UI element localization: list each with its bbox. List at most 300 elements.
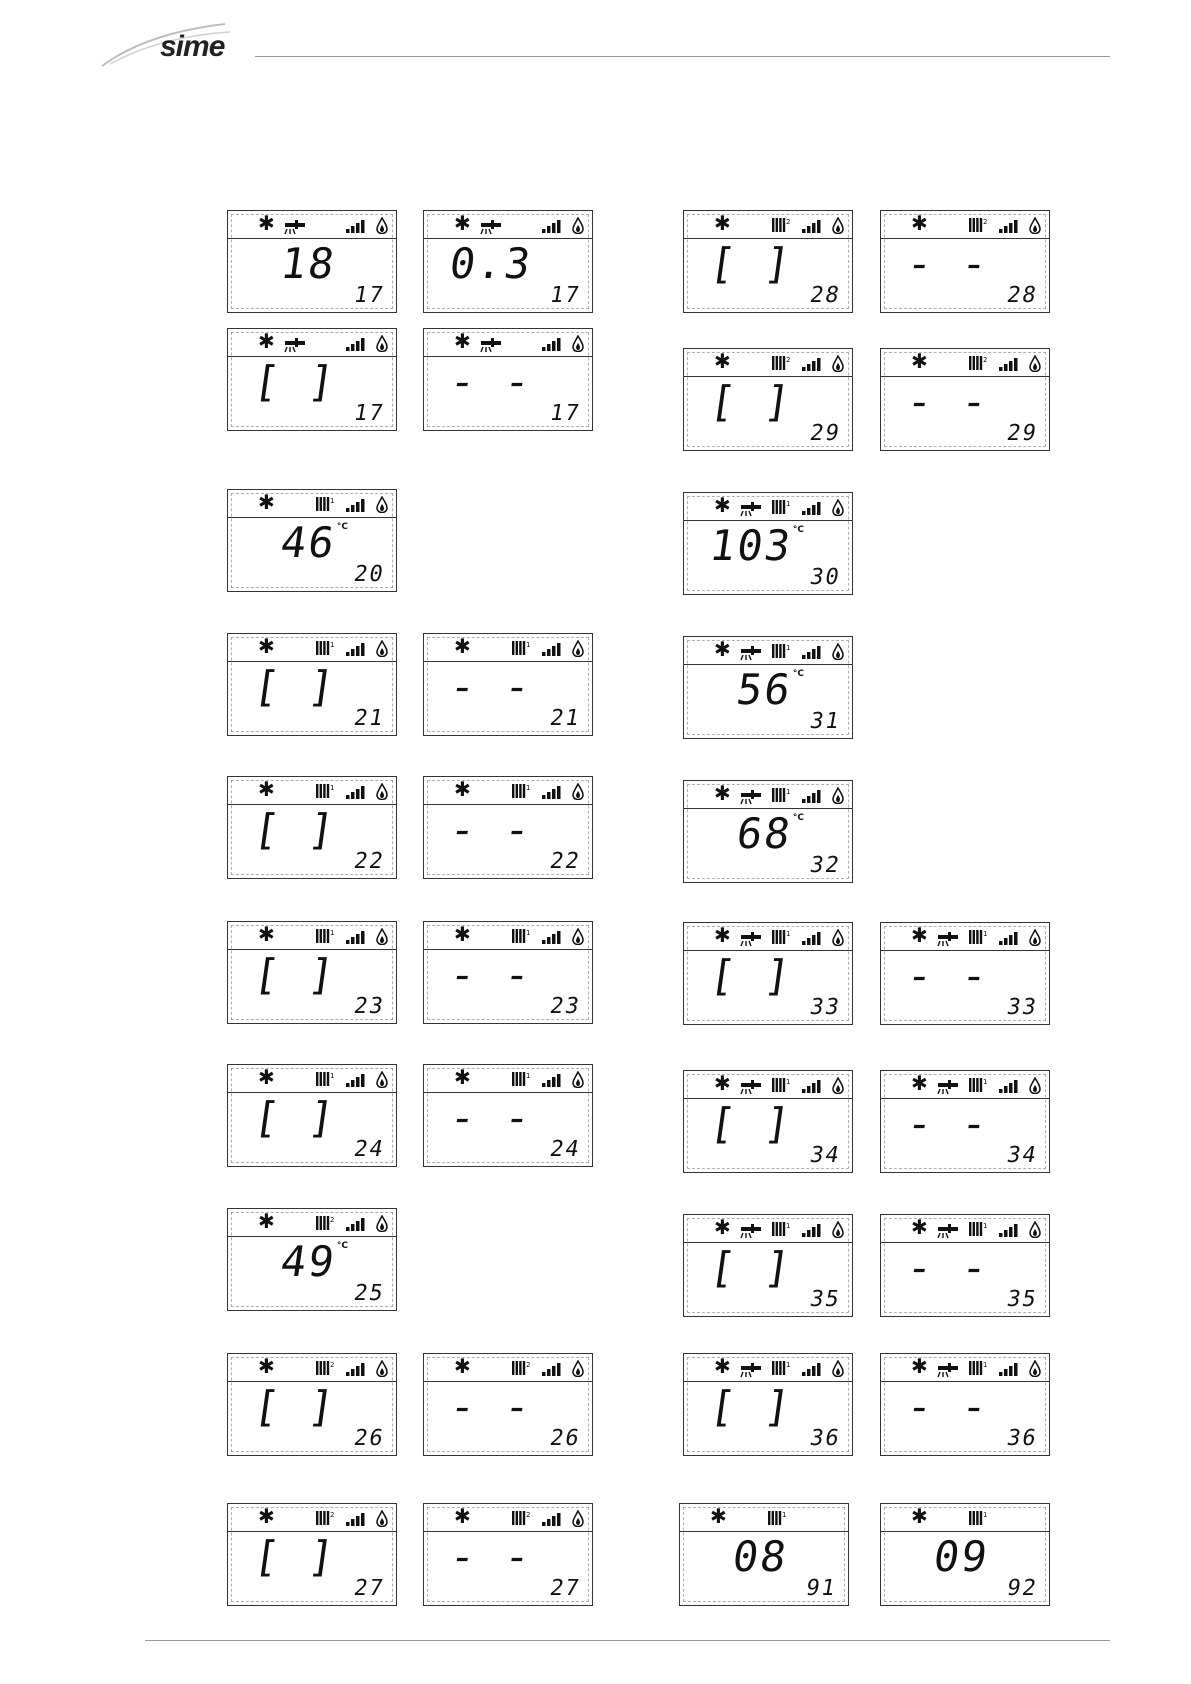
radiator-icon: [512, 1510, 531, 1530]
signal-bars-icon: [542, 218, 566, 237]
radiator-circuit-number: 1: [782, 1511, 787, 1519]
lcd-status-bar: [684, 1354, 852, 1382]
lcd-status-bar: [424, 1065, 592, 1093]
radiator-icon: [316, 783, 335, 803]
tap-icon: [936, 1221, 960, 1243]
signal-bars-icon: [542, 784, 566, 803]
tap-icon: [283, 335, 307, 357]
flame-icon: [832, 787, 844, 808]
lcd-main-value: [ ]: [250, 950, 340, 999]
lcd-main-value: - -: [446, 1382, 536, 1431]
snowflake-icon: ✱: [911, 1354, 928, 1378]
flame-icon: [572, 335, 584, 356]
snowflake-icon: ✱: [454, 777, 471, 801]
radiator-icon: [316, 1360, 335, 1380]
lcd-display: [880, 348, 1050, 451]
lcd-main-value: [ ]: [706, 239, 796, 288]
lcd-parameter-code: 31: [807, 709, 843, 734]
tap-icon: [739, 929, 763, 951]
lcd-main-value: [ ]: [250, 1093, 340, 1142]
lcd-status-bar: [228, 329, 396, 357]
lcd-status-bar: [228, 634, 396, 662]
radiator-icon: [316, 496, 335, 516]
radiator-icon: [316, 1215, 335, 1235]
lcd-display: [227, 1208, 397, 1311]
snowflake-icon: ✱: [714, 493, 731, 517]
lcd-main-value: - -: [446, 805, 536, 854]
lcd-status-bar: [684, 1071, 852, 1099]
radiator-icon: [969, 217, 988, 237]
radiator-icon: [512, 783, 531, 803]
signal-bars-icon: [802, 930, 826, 949]
lcd-display: [880, 922, 1050, 1025]
snowflake-icon: ✱: [710, 1504, 727, 1528]
lcd-parameter-code: 36: [807, 1426, 843, 1451]
lcd-status-bar: [228, 490, 396, 518]
lcd-parameter-code: 36: [1004, 1426, 1040, 1451]
signal-bars-icon: [999, 1078, 1023, 1097]
lcd-display: [683, 210, 853, 313]
flame-icon: [832, 217, 844, 238]
lcd-status-bar: [684, 211, 852, 239]
signal-bars-icon: [542, 929, 566, 948]
snowflake-icon: ✱: [258, 211, 275, 235]
lcd-main-value: 0.3: [446, 239, 536, 288]
lcd-display: [227, 921, 397, 1024]
lcd-display: [227, 633, 397, 736]
tap-icon: [479, 335, 503, 357]
signal-bars-icon: [802, 1361, 826, 1380]
signal-bars-icon: [542, 1361, 566, 1380]
lcd-status-bar: [228, 1354, 396, 1382]
signal-bars-icon: [346, 1361, 370, 1380]
snowflake-icon: ✱: [714, 349, 731, 373]
radiator-icon: [969, 1077, 988, 1097]
lcd-status-bar: [424, 777, 592, 805]
snowflake-icon: ✱: [454, 634, 471, 658]
lcd-main-value: [ ]: [706, 1382, 796, 1431]
lcd-parameter-code: 35: [807, 1287, 843, 1312]
signal-bars-icon: [542, 336, 566, 355]
tap-icon: [479, 217, 503, 239]
lcd-display: [423, 1064, 593, 1167]
lcd-parameter-code: 20: [351, 562, 387, 587]
signal-bars-icon: [802, 644, 826, 663]
radiator-circuit-number: 1: [526, 784, 531, 792]
lcd-status-bar: [684, 923, 852, 951]
flame-icon: [832, 1360, 844, 1381]
lcd-main-value: [ ]: [706, 1099, 796, 1148]
radiator-icon: [316, 928, 335, 948]
radiator-icon: [969, 1221, 988, 1241]
lcd-parameter-code: 29: [1004, 421, 1040, 446]
signal-bars-icon: [999, 218, 1023, 237]
signal-bars-icon: [802, 500, 826, 519]
lcd-parameter-code: 26: [547, 1426, 583, 1451]
radiator-icon: [772, 355, 791, 375]
flame-icon: [376, 928, 388, 949]
radiator-circuit-number: 1: [983, 930, 988, 938]
lcd-status-bar: [684, 781, 852, 809]
lcd-status-bar: [680, 1504, 848, 1532]
snowflake-icon: ✱: [454, 1354, 471, 1378]
flame-icon: [832, 1077, 844, 1098]
snowflake-icon: ✱: [258, 922, 275, 946]
snowflake-icon: ✱: [454, 1065, 471, 1089]
lcd-parameter-code: 91: [803, 1576, 839, 1601]
lcd-parameter-code: 17: [547, 283, 583, 308]
lcd-display: [423, 633, 593, 736]
lcd-display: [683, 1070, 853, 1173]
flame-icon: [572, 1071, 584, 1092]
lcd-status-bar: [228, 777, 396, 805]
lcd-parameter-code: 24: [547, 1137, 583, 1162]
snowflake-icon: ✱: [258, 1504, 275, 1528]
flame-icon: [376, 1510, 388, 1531]
signal-bars-icon: [346, 218, 370, 237]
flame-icon: [832, 499, 844, 520]
radiator-circuit-number: 1: [983, 1511, 988, 1519]
lcd-main-value: 49: [278, 1237, 340, 1286]
lcd-display: [880, 1353, 1050, 1456]
radiator-circuit-number: 1: [786, 1078, 791, 1086]
flame-icon: [376, 640, 388, 661]
signal-bars-icon: [346, 784, 370, 803]
radiator-circuit-number: 2: [786, 356, 791, 364]
lcd-parameter-code: 34: [1004, 1143, 1040, 1168]
lcd-status-bar: [424, 634, 592, 662]
tap-icon: [739, 499, 763, 521]
lcd-main-value: 18: [278, 239, 340, 288]
lcd-unit: °C: [336, 522, 348, 532]
radiator-circuit-number: 1: [330, 641, 335, 649]
snowflake-icon: ✱: [714, 211, 731, 235]
radiator-icon: [316, 640, 335, 660]
snowflake-icon: ✱: [714, 923, 731, 947]
lcd-display: [683, 492, 853, 595]
lcd-main-value: [ ]: [706, 377, 796, 426]
snowflake-icon: ✱: [454, 211, 471, 235]
lcd-display: [227, 776, 397, 879]
radiator-icon: [512, 640, 531, 660]
lcd-status-bar: [684, 349, 852, 377]
signal-bars-icon: [542, 1072, 566, 1091]
radiator-circuit-number: 2: [983, 218, 988, 226]
radiator-circuit-number: 1: [330, 1072, 335, 1080]
radiator-icon: [316, 1510, 335, 1530]
lcd-display: [683, 348, 853, 451]
signal-bars-icon: [802, 788, 826, 807]
signal-bars-icon: [542, 1511, 566, 1530]
tap-icon: [283, 217, 307, 239]
flame-icon: [1029, 217, 1041, 238]
tap-icon: [936, 929, 960, 951]
lcd-display: [423, 776, 593, 879]
radiator-icon: [969, 929, 988, 949]
snowflake-icon: ✱: [714, 1215, 731, 1239]
flame-icon: [572, 1360, 584, 1381]
radiator-icon: [969, 355, 988, 375]
tap-icon: [739, 787, 763, 809]
lcd-main-value: - -: [903, 239, 993, 288]
flame-icon: [1029, 1360, 1041, 1381]
radiator-circuit-number: 2: [983, 356, 988, 364]
lcd-main-value: - -: [903, 377, 993, 426]
signal-bars-icon: [999, 356, 1023, 375]
lcd-main-value: - -: [903, 1243, 993, 1292]
radiator-circuit-number: 1: [330, 784, 335, 792]
flame-icon: [1029, 1077, 1041, 1098]
lcd-parameter-code: 28: [807, 283, 843, 308]
radiator-circuit-number: 1: [786, 930, 791, 938]
lcd-main-value: [ ]: [706, 1243, 796, 1292]
lcd-status-bar: [228, 1209, 396, 1237]
radiator-icon: [969, 1510, 988, 1530]
lcd-main-value: [ ]: [250, 357, 340, 406]
lcd-main-value: - -: [446, 1532, 536, 1581]
lcd-parameter-code: 23: [547, 994, 583, 1019]
tap-icon: [739, 1360, 763, 1382]
lcd-main-value: - -: [446, 662, 536, 711]
radiator-circuit-number: 1: [786, 1361, 791, 1369]
lcd-unit: °C: [792, 813, 804, 823]
radiator-icon: [772, 1077, 791, 1097]
radiator-icon: [772, 643, 791, 663]
lcd-main-value: 09: [931, 1532, 993, 1581]
lcd-status-bar: [228, 211, 396, 239]
lcd-status-bar: [424, 1354, 592, 1382]
lcd-status-bar: [684, 1215, 852, 1243]
lcd-display: [880, 1503, 1050, 1606]
radiator-circuit-number: 2: [330, 1361, 335, 1369]
lcd-display: [880, 1070, 1050, 1173]
snowflake-icon: ✱: [258, 777, 275, 801]
signal-bars-icon: [802, 218, 826, 237]
snowflake-icon: ✱: [911, 1215, 928, 1239]
snowflake-icon: ✱: [258, 1065, 275, 1089]
radiator-circuit-number: 1: [983, 1078, 988, 1086]
snowflake-icon: ✱: [714, 781, 731, 805]
lcd-status-bar: [228, 1065, 396, 1093]
lcd-status-bar: [424, 211, 592, 239]
snowflake-icon: ✱: [454, 1504, 471, 1528]
lcd-display: [683, 922, 853, 1025]
lcd-parameter-code: 22: [547, 849, 583, 874]
signal-bars-icon: [346, 1072, 370, 1091]
lcd-main-value: 68: [734, 809, 796, 858]
flame-icon: [376, 496, 388, 517]
radiator-circuit-number: 2: [330, 1216, 335, 1224]
flame-icon: [1029, 1221, 1041, 1242]
snowflake-icon: ✱: [911, 349, 928, 373]
lcd-main-value: 46: [278, 518, 340, 567]
lcd-parameter-code: 22: [351, 849, 387, 874]
snowflake-icon: ✱: [454, 329, 471, 353]
lcd-parameter-code: 17: [351, 283, 387, 308]
lcd-display: [880, 1214, 1050, 1317]
radiator-circuit-number: 1: [786, 500, 791, 508]
signal-bars-icon: [346, 336, 370, 355]
radiator-icon: [772, 929, 791, 949]
flame-icon: [572, 217, 584, 238]
radiator-icon: [772, 217, 791, 237]
lcd-main-value: [ ]: [250, 662, 340, 711]
lcd-main-value: - -: [446, 1093, 536, 1142]
radiator-circuit-number: 1: [526, 929, 531, 937]
lcd-status-bar: [881, 349, 1049, 377]
lcd-status-bar: [881, 211, 1049, 239]
radiator-circuit-number: 1: [330, 929, 335, 937]
lcd-parameter-code: 17: [547, 401, 583, 426]
radiator-icon: [772, 1221, 791, 1241]
snowflake-icon: ✱: [714, 1354, 731, 1378]
radiator-icon: [316, 1071, 335, 1091]
lcd-display: [423, 210, 593, 313]
radiator-circuit-number: 1: [983, 1361, 988, 1369]
lcd-status-bar: [881, 1215, 1049, 1243]
tap-icon: [739, 643, 763, 665]
lcd-status-bar: [424, 329, 592, 357]
lcd-parameter-code: 28: [1004, 283, 1040, 308]
header-divider: [255, 56, 1110, 57]
flame-icon: [376, 217, 388, 238]
flame-icon: [832, 643, 844, 664]
flame-icon: [832, 355, 844, 376]
snowflake-icon: ✱: [258, 1354, 275, 1378]
signal-bars-icon: [542, 641, 566, 660]
lcd-main-value: [ ]: [706, 951, 796, 1000]
snowflake-icon: ✱: [714, 1071, 731, 1095]
lcd-main-value: [ ]: [250, 1382, 340, 1431]
signal-bars-icon: [999, 1222, 1023, 1241]
snowflake-icon: ✱: [911, 1504, 928, 1528]
lcd-status-bar: [228, 1504, 396, 1532]
lcd-display: [683, 1353, 853, 1456]
lcd-parameter-code: 23: [351, 994, 387, 1019]
flame-icon: [832, 1221, 844, 1242]
lcd-main-value: - -: [446, 950, 536, 999]
flame-icon: [376, 335, 388, 356]
flame-icon: [572, 1510, 584, 1531]
radiator-circuit-number: 2: [786, 218, 791, 226]
radiator-circuit-number: 1: [786, 1222, 791, 1230]
radiator-icon: [512, 1071, 531, 1091]
lcd-parameter-code: 29: [807, 421, 843, 446]
flame-icon: [1029, 929, 1041, 950]
lcd-display: [423, 921, 593, 1024]
lcd-parameter-code: 25: [351, 1281, 387, 1306]
lcd-main-value: 103: [706, 521, 796, 570]
lcd-display: [683, 780, 853, 883]
radiator-circuit-number: 1: [526, 641, 531, 649]
radiator-circuit-number: 2: [526, 1361, 531, 1369]
lcd-status-bar: [684, 493, 852, 521]
signal-bars-icon: [346, 497, 370, 516]
lcd-main-value: 08: [730, 1532, 792, 1581]
radiator-circuit-number: 1: [786, 644, 791, 652]
lcd-status-bar: [881, 1071, 1049, 1099]
snowflake-icon: ✱: [258, 634, 275, 658]
snowflake-icon: ✱: [911, 1071, 928, 1095]
lcd-parameter-code: 24: [351, 1137, 387, 1162]
lcd-parameter-code: 92: [1004, 1576, 1040, 1601]
lcd-parameter-code: 27: [351, 1576, 387, 1601]
snowflake-icon: ✱: [714, 637, 731, 661]
radiator-icon: [772, 499, 791, 519]
tap-icon: [936, 1360, 960, 1382]
lcd-parameter-code: 17: [351, 401, 387, 426]
lcd-parameter-code: 27: [547, 1576, 583, 1601]
lcd-parameter-code: 21: [547, 706, 583, 731]
signal-bars-icon: [346, 1511, 370, 1530]
snowflake-icon: ✱: [911, 211, 928, 235]
lcd-parameter-code: 30: [807, 565, 843, 590]
flame-icon: [572, 928, 584, 949]
snowflake-icon: ✱: [258, 1209, 275, 1233]
signal-bars-icon: [999, 930, 1023, 949]
radiator-icon: [768, 1510, 787, 1530]
lcd-display: [227, 328, 397, 431]
radiator-icon: [512, 1360, 531, 1380]
flame-icon: [376, 1215, 388, 1236]
lcd-display: [227, 1064, 397, 1167]
lcd-status-bar: [424, 1504, 592, 1532]
lcd-main-value: [ ]: [250, 805, 340, 854]
lcd-display: [679, 1503, 849, 1606]
flame-icon: [572, 640, 584, 661]
signal-bars-icon: [802, 1078, 826, 1097]
page-header: [0, 0, 1191, 90]
flame-icon: [376, 783, 388, 804]
lcd-display: [683, 636, 853, 739]
snowflake-icon: ✱: [258, 490, 275, 514]
brand-logo-text: sime: [160, 30, 225, 63]
lcd-status-bar: [684, 637, 852, 665]
radiator-circuit-number: 2: [330, 1511, 335, 1519]
lcd-parameter-code: 33: [807, 995, 843, 1020]
lcd-status-bar: [424, 922, 592, 950]
radiator-icon: [772, 1360, 791, 1380]
radiator-circuit-number: 1: [983, 1222, 988, 1230]
lcd-display: [227, 210, 397, 313]
lcd-unit: °C: [336, 1241, 348, 1251]
lcd-display: [880, 210, 1050, 313]
signal-bars-icon: [346, 641, 370, 660]
lcd-display: [227, 1353, 397, 1456]
lcd-main-value: [ ]: [250, 1532, 340, 1581]
lcd-unit: °C: [792, 669, 804, 679]
lcd-status-bar: [881, 1354, 1049, 1382]
radiator-circuit-number: 1: [786, 788, 791, 796]
lcd-parameter-code: 21: [351, 706, 387, 731]
snowflake-icon: ✱: [454, 922, 471, 946]
lcd-display: [683, 1214, 853, 1317]
lcd-main-value: - -: [903, 1382, 993, 1431]
signal-bars-icon: [346, 1216, 370, 1235]
flame-icon: [376, 1360, 388, 1381]
lcd-status-bar: [881, 923, 1049, 951]
lcd-main-value: 56: [734, 665, 796, 714]
signal-bars-icon: [802, 356, 826, 375]
tap-icon: [739, 1221, 763, 1243]
lcd-display: [227, 489, 397, 592]
footer-divider: [145, 1640, 1110, 1641]
snowflake-icon: ✱: [258, 329, 275, 353]
flame-icon: [572, 783, 584, 804]
lcd-parameter-code: 33: [1004, 995, 1040, 1020]
tap-icon: [936, 1077, 960, 1099]
snowflake-icon: ✱: [911, 923, 928, 947]
